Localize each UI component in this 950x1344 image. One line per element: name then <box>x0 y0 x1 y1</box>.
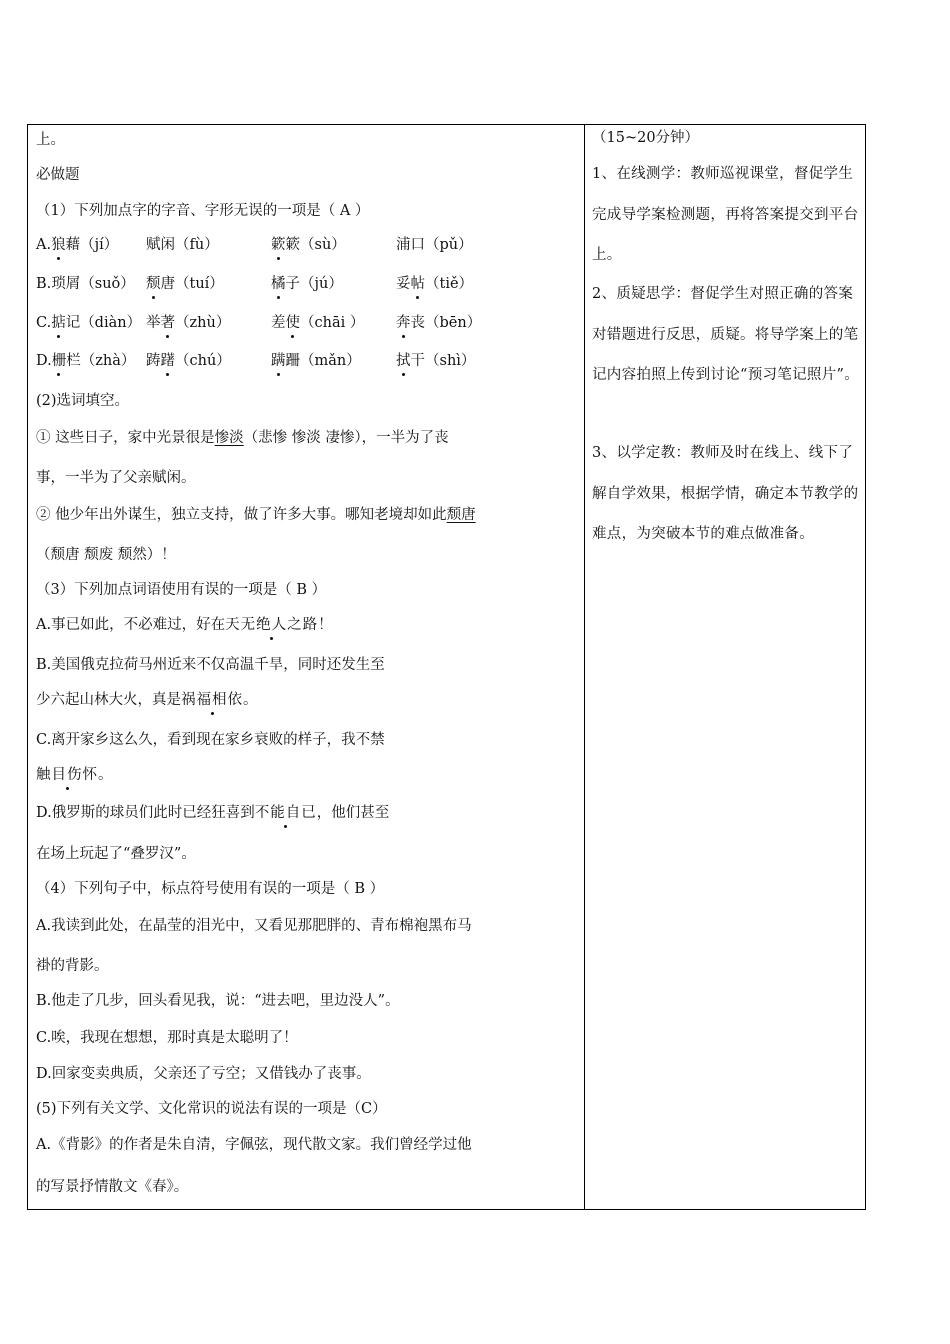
q1-option-a: A.狼藉（jí） 赋闲（fù） 簌簌（sù） 浦口（pǔ） <box>36 237 473 253</box>
dotted-phrase: 天无绝人之路 <box>225 617 319 633</box>
dotted-phrase: 触目伤怀 <box>36 767 98 783</box>
activity-online-test: 1、在线测学：教师巡视课堂，督促学生完成导学案检测题，再将答案提交到平台上。 <box>592 166 859 263</box>
question-5-stem: (5)下列有关文学、文化常识的说法有误的一项是（C） <box>36 1101 387 1117</box>
time-note: （15~20分钟） <box>592 130 700 146</box>
text-line: 触目伤怀。 <box>36 767 113 783</box>
q1-option-b: B.琐屑（suǒ） 颓唐（tuí） 橘子（jú） 妥帖（tiě） <box>36 276 474 292</box>
q3-option-a: A.事已如此，不必难过，好在天无绝人之路！ <box>36 617 333 633</box>
q2-sentence-2: ② 他少年出外谋生，独立支持，做了许多大事。哪知老境却如此颓唐 <box>36 507 476 523</box>
text-line: 上。 <box>36 132 65 148</box>
question-3-stem: （3）下列加点词语使用有误的一项是（ B ） <box>36 582 327 598</box>
text-line: 褂的背影。 <box>36 958 109 974</box>
activity-question-reflect: 2、质疑思学：督促学生对照正确的答案对错题进行反思，质疑。将导学案上的笔记内容拍照上传到讨论“预习笔记照片”。 <box>592 286 860 383</box>
q1-option-c: C.掂记（diàn） 举著（zhù） 差使（chāi ） 奔丧（bēn） <box>36 315 482 331</box>
q4-option-b: B.他走了几步，回头看见我，说：“进去吧，里边没人”。 <box>36 993 400 1009</box>
q3-option-c: C.离开家乡这么久，看到现在家乡衰败的样子，我不禁 <box>36 732 385 748</box>
q4-option-c: C.唉，我现在想想，那时真是太聪明了！ <box>36 1030 298 1046</box>
q3-option-d: D.俄罗斯的球员们此时已经狂喜到不能自已，他们甚至 <box>36 805 390 821</box>
section-heading: 必做题 <box>36 167 80 183</box>
q2-sentence-1: ① 这些日子，家中光景很是惨淡（悲惨 惨淡 凄惨），一半为了丧 <box>36 430 449 446</box>
question-2-stem: (2)选词填空。 <box>36 393 130 409</box>
answer-underline: 惨淡 <box>214 430 244 446</box>
text-line: 事，一半为了父亲赋闲。 <box>36 470 196 486</box>
text-line: （颓唐 颓废 颓然）！ <box>36 547 176 563</box>
answer-underline: 颓唐 <box>446 507 476 523</box>
q5-option-a: A.《背影》的作者是朱自清，字佩弦，现代散文家。我们曾经学过他 <box>36 1137 472 1153</box>
q4-option-d: D.回家变卖典质，父亲还了亏空；又借钱办了丧事。 <box>36 1066 371 1082</box>
q4-option-a: A.我读到此处，在晶莹的泪光中，又看见那肥胖的、青布棉袍黑布马 <box>36 918 472 934</box>
dotted-phrase: 不能自已 <box>254 805 317 821</box>
lesson-table <box>27 124 866 1210</box>
activity-teach-by-learning: 3、以学定教：教师及时在线上、线下了解自学效果，根据学情，确定本节教学的难点，为突破本节的难点做准备。 <box>592 445 859 542</box>
column-divider <box>584 125 585 1209</box>
text-line: 的写景抒情散文《春》。 <box>36 1179 189 1195</box>
question-4-stem: （4）下列句子中，标点符号使用有误的一项是（ B ） <box>36 881 385 897</box>
question-1-stem: （1）下列加点字的字音、字形无误的一项是（ A ） <box>36 203 370 219</box>
dotted-phrase: 祸福相依 <box>181 692 243 708</box>
text-line: 少六起山林大火，真是祸福相依。 <box>36 692 258 708</box>
text-line: 在场上玩起了“叠罗汉”。 <box>36 846 196 862</box>
q3-option-b: B.美国俄克拉荷马州近来不仅高温千旱，同时还发生至 <box>36 657 385 673</box>
q1-option-d: D.栅栏（zhà） 踌躇（chú） 蹒跚（mǎn） 拭干（shì） <box>36 353 476 369</box>
